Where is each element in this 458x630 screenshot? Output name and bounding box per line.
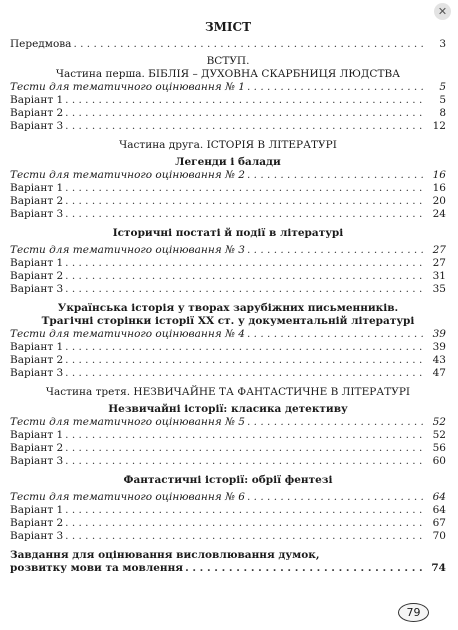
page-title: ЗМІСТ bbox=[204, 20, 252, 34]
toc-entry-test: Тести для тематичного оцінювання № 2 . . . 16 bbox=[10, 169, 446, 182]
section-heading: Незвичайні історії: класика детективу bbox=[108, 403, 348, 415]
section-heading: Історичні постаті й події в літературі bbox=[112, 227, 344, 239]
section-heading: Трагічні сторінки історії ХХ ст. у документальній літературі bbox=[41, 315, 415, 327]
toc-entry-variant: Варіант 3 . . . 24 bbox=[10, 208, 446, 221]
toc-entry-variant: Варіант 3 . . . 70 bbox=[10, 530, 446, 543]
final-entry-line1: Завдання для оцінювання висловлювання думок, bbox=[10, 549, 320, 561]
toc-entry-variant: Варіант 3 . . . 47 bbox=[10, 367, 446, 380]
part2-heading: Частина друга. ІСТОРІЯ В ЛІТЕРАТУРІ bbox=[119, 139, 337, 151]
toc-entry-test: Тести для тематичного оцінювання № 3 . . . 27 bbox=[10, 244, 446, 257]
toc-entry-preface: Передмова . . . 3 bbox=[10, 38, 446, 51]
page-number-badge: 79 bbox=[398, 603, 429, 622]
section-heading: Легенди і балади bbox=[175, 156, 281, 168]
toc-entry-variant: Варіант 2 . . . 43 bbox=[10, 354, 446, 367]
toc-entry-variant: Варіант 1 . . . 52 bbox=[10, 429, 446, 442]
toc-entry-variant: Варіант 1 . . . 39 bbox=[10, 341, 446, 354]
toc-entry-variant: Варіант 1 . . . 27 bbox=[10, 257, 446, 270]
toc-entry-variant: Варіант 2 . . . 31 bbox=[10, 270, 446, 283]
close-button[interactable] bbox=[434, 3, 451, 20]
intro-heading: ВСТУП. bbox=[206, 55, 250, 67]
toc-entry-variant: Варіант 1 . . . 16 bbox=[10, 182, 446, 195]
section-heading: Фантастичні історії: обрії фентезі bbox=[123, 474, 333, 486]
part1-heading: Частина перша. БІБЛІЯ – ДУХОВНА СКАРБНИЦЯ ЛЮДСТВА bbox=[55, 68, 401, 80]
toc-entry-variant: Варіант 3 . . . 12 bbox=[10, 120, 446, 133]
toc-entry-test: Тести для тематичного оцінювання № 1 . . . 5 bbox=[10, 81, 446, 94]
toc-entry-variant: Варіант 2 . . . 67 bbox=[10, 517, 446, 530]
toc-entry-test: Тести для тематичного оцінювання № 4 . . . 39 bbox=[10, 328, 446, 341]
table-of-contents bbox=[10, 20, 446, 575]
toc-entry-variant: Варіант 2 . . . 8 bbox=[10, 107, 446, 120]
toc-entry-variant: Варіант 1 . . . 5 bbox=[10, 94, 446, 107]
close-icon: ✕ bbox=[437, 5, 448, 18]
toc-entry-variant: Варіант 3 . . . 60 bbox=[10, 455, 446, 468]
toc-entry-final: розвитку мови та мовлення . . . 74 bbox=[10, 562, 446, 575]
toc-entry-variant: Варіант 2 . . . 56 bbox=[10, 442, 446, 455]
toc-entry-test: Тести для тематичного оцінювання № 5 . . . 52 bbox=[10, 416, 446, 429]
section-heading: Українська історія у творах зарубіжних письменників. bbox=[57, 302, 399, 314]
toc-entry-variant: Варіант 1 . . . 64 bbox=[10, 504, 446, 517]
toc-entry-test: Тести для тематичного оцінювання № 6 . . . 64 bbox=[10, 491, 446, 504]
toc-entry-variant: Варіант 2 . . . 20 bbox=[10, 195, 446, 208]
part3-heading: Частина третя. НЕЗВИЧАЙНЕ ТА ФАНТАСТИЧНЕ В ЛІТЕРАТУРІ bbox=[45, 386, 411, 398]
toc-entry-variant: Варіант 3 . . . 35 bbox=[10, 283, 446, 296]
